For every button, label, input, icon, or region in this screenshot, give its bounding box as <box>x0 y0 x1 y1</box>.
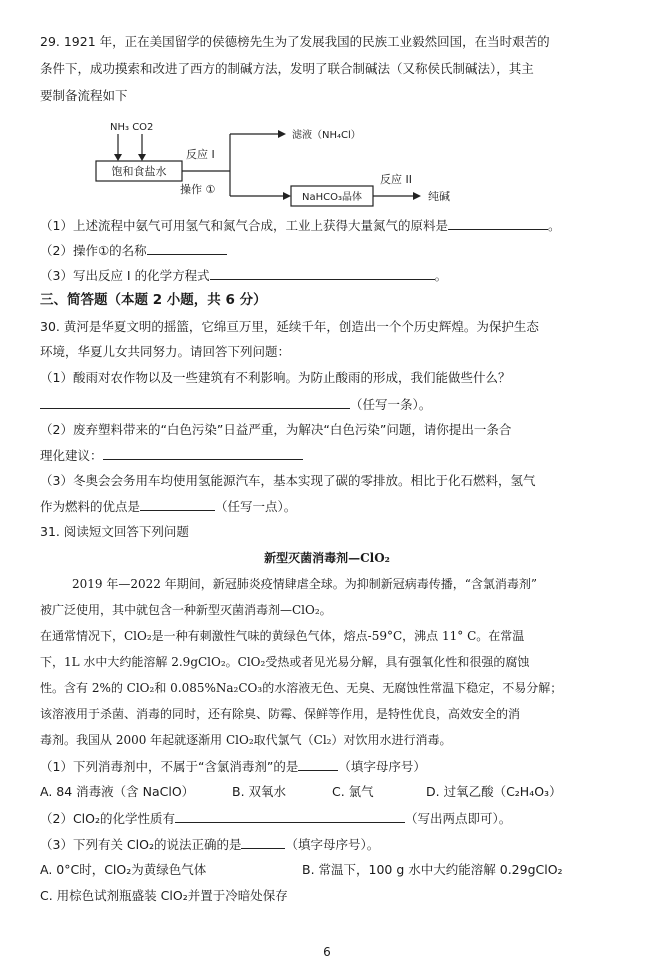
q30-sub2-text: 理化建议： <box>40 448 103 463</box>
q31-option-3a: A. 0°C时，ClO₂为黄绿色气体 <box>40 862 207 877</box>
q31-sub3-text: （3）下列有关 ClO₂的说法正确的是 <box>40 837 242 852</box>
q29-sub3-tail: 。 <box>434 268 448 283</box>
q31-sub2-text: （2）ClO₂的化学性质有 <box>40 811 176 826</box>
article-p1-line-2: 被广泛使用，其中就包含一种新型灭菌消毒剂—ClO₂。 <box>40 603 332 617</box>
arrowhead-filtrate <box>278 130 286 138</box>
q29-intro-line-3: 要制备流程如下 <box>40 88 128 103</box>
nahco3-label: NaHCO₃晶体 <box>302 192 362 203</box>
article-p2-line-1: 在通常情况下，ClO₂是一种有刺激性气味的黄绿色气体，熔点-59°C，沸点 11° C。在常温 <box>40 629 525 643</box>
article-p2-line-2: 下，1L 水中大约能溶解 2.9gClO₂。ClO₂受热或者见光易分解，具有强氧化性和很强的腐蚀 <box>40 655 530 669</box>
article-p2-line-3: 性。含有 2%的 ClO₂和 0.085%Na₂CO₃的水溶液无色、无臭、无腐蚀性常温下稳定，不易分解； <box>40 681 563 695</box>
q30-sub2-line-1: （2）废弃塑料带来的“白色污染”日益严重，为解决“白色污染”问题，请你提出一条合 <box>40 422 512 437</box>
q30-sub1-tail: （任写一条）。 <box>350 397 432 412</box>
q29-sub1 <box>40 217 560 234</box>
answer-blank-q29-2[interactable] <box>147 242 227 255</box>
q30-sub3-tail: （任写一点）。 <box>215 499 297 514</box>
filtrate-label: 滤液（NH₄Cl） <box>292 130 361 141</box>
operation1-label: 操作 ① <box>180 183 216 196</box>
q29-sub3 <box>40 267 447 284</box>
article-p1-line-1: 2019 年—2022 年期间，新冠肺炎疫情肆虐全球。为抑制新冠病毒传播，“含氯消毒剂” <box>72 577 537 591</box>
q31-option-1c: C. 氯气 <box>332 784 374 799</box>
section-heading: 三、简答题（本题 2 小题，共 6 分） <box>40 292 267 308</box>
q31-option-3b: B. 常温下，100 g 水中大约能溶解 0.29gClO₂ <box>302 862 563 877</box>
arrowhead-nahco3 <box>283 192 291 200</box>
q31-option-1b: B. 双氧水 <box>232 784 287 799</box>
q31-option-1d: D. 过氧乙酸（C₂H₄O₃） <box>426 784 562 799</box>
q31-sub1-text: （1）下列消毒剂中，不属于“含氯消毒剂”的是 <box>40 759 299 774</box>
q31-sub1 <box>40 758 426 775</box>
q30-intro-line-2: 环境，华夏儿女共同努力。请回答下列问题： <box>40 344 291 359</box>
q30-sub3-line-1: （3）冬奥会会务用车均使用氢能源汽车，基本实现了碳的零排放。相比于化石燃料，氢气 <box>40 473 536 488</box>
process-flow-diagram <box>80 116 540 211</box>
article-p2-line-4: 该溶液用于杀菌、消毒的同时，还有除臭、防霉、保鲜等作用，是特性优良，高效安全的消 <box>40 707 521 721</box>
answer-blank-q31-2[interactable] <box>175 810 405 823</box>
page-number: 6 <box>323 945 331 959</box>
answer-blank-q31-1[interactable] <box>298 758 338 771</box>
q29-intro-line-1: 29. 1921 年，正在美国留学的侯德榜先生为了发展我国的民族工业毅然回国，在当时艰苦的 <box>40 34 550 49</box>
q29-sub1-tail: 。 <box>547 218 561 233</box>
q31-intro: 31. 阅读短文回答下列问题 <box>40 524 189 539</box>
q31-sub1-tail: （填字母序号） <box>338 759 426 774</box>
answer-blank-q29-3[interactable] <box>210 267 435 280</box>
q29-sub2 <box>40 242 227 259</box>
q29-sub2-text: （2）操作①的名称 <box>40 243 147 258</box>
saltwater-label: 饱和食盐水 <box>111 165 167 178</box>
product-label: 纯碱 <box>428 190 450 203</box>
q31-sub3-tail: （填字母序号）。 <box>285 837 380 852</box>
reaction2-label: 反应 II <box>380 173 412 186</box>
q30-intro-line-1: 30. 黄河是华夏文明的摇篮，它绵亘万里，延续千年，创造出一个个历史辉煌。为保护生态 <box>40 319 539 334</box>
q30-sub1-answer-line <box>40 396 431 413</box>
answer-blank-q30-2[interactable] <box>103 447 303 460</box>
reaction1-label: 反应 I <box>186 148 215 161</box>
answer-blank-q31-3[interactable] <box>241 836 285 849</box>
q31-sub3 <box>40 836 379 853</box>
q31-option-1a: A. 84 消毒液（含 NaClO） <box>40 784 195 799</box>
answer-blank-q30-3[interactable] <box>140 498 215 511</box>
arrowhead-nh3 <box>114 154 122 161</box>
q31-option-3c: C. 用棕色试剂瓶盛装 ClO₂并置于冷暗处保存 <box>40 888 288 903</box>
q29-intro-line-2: 条件下，成功摸索和改进了西方的制碱方法，发明了联合制碱法（又称侯氏制碱法），其主 <box>40 61 534 76</box>
answer-blank-q29-1[interactable] <box>448 217 548 230</box>
article-p2-line-5: 毒剂。我国从 2000 年起就逐渐用 ClO₂取代氯气（Cl₂）对饮用水进行消毒。 <box>40 733 452 747</box>
q30-sub2-line-2 <box>40 447 303 464</box>
article-title: 新型灭菌消毒剂—ClO₂ <box>264 551 390 565</box>
q29-sub3-text: （3）写出反应 I 的化学方程式 <box>40 268 210 283</box>
q30-sub1: （1）酸雨对农作物以及一些建筑有不利影响。为防止酸雨的形成，我们能做些什么？ <box>40 370 511 385</box>
q31-sub2-tail: （写出两点即可）。 <box>405 811 512 826</box>
arrowhead-product <box>413 192 421 200</box>
q30-sub3-line-2 <box>40 498 296 515</box>
q31-sub2 <box>40 810 511 827</box>
flow-inputs-label: NH₃ CO2 <box>110 122 154 133</box>
q29-sub1-text: （1）上述流程中氨气可用氢气和氮气合成，工业上获得大量氮气的原料是 <box>40 218 448 233</box>
q30-sub3-text: 作为燃料的优点是 <box>40 499 141 514</box>
arrowhead-co2 <box>138 154 146 161</box>
answer-blank-q30-1[interactable] <box>40 396 350 409</box>
